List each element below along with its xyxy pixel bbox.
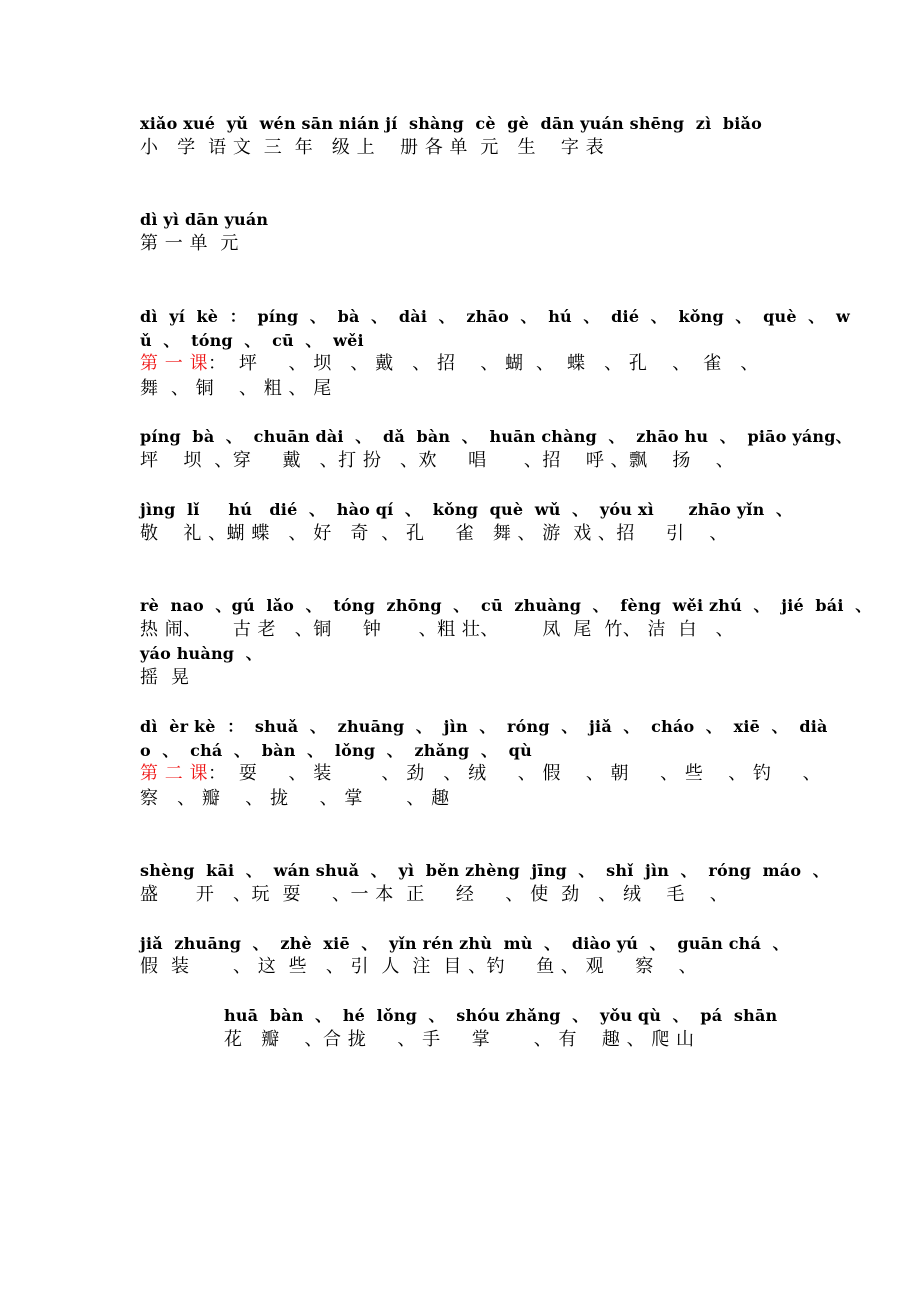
- lesson1-word-row4-pinyin: yáo huàng 、: [140, 644, 262, 663]
- lesson1-chars-line1: [140, 355, 759, 373]
- lesson2-word-row3-pinyin: huā bàn 、 hé lǒng 、 shóu zhǎng 、 yǒu qù 、 pá shān: [224, 1006, 778, 1025]
- lesson2-label: 第 二 课: [140, 763, 208, 784]
- lesson1-word-row3-pinyin: rè nao 、gú lǎo 、 tóng zhōng 、 cū zhuàng 、 fèng wěi zhú 、 jié bái 、: [140, 596, 872, 615]
- lesson1-chars: ： 坪 、 坝 、 戴 、 招 、 蝴 、 蝶 、 孔 、 雀 、: [207, 353, 759, 374]
- lesson2-word-row2-hanzi: 假 装 、 这 些 、 引 人 注 目 、钓 鱼 、 观 察 、: [140, 956, 698, 977]
- lesson2-chars-line1: [140, 765, 821, 783]
- title-pinyin: xiǎo xué yǔ wén sān nián jí shàng cè gè dān yuán shēng zì biǎo: [140, 114, 762, 133]
- lesson2-word-row1-hanzi: 盛 开 、玩 耍 、一 本 正 经 、 使 劲 、 绒 毛 、: [140, 884, 729, 905]
- lesson1-word-row2-pinyin: jìng lǐ hú dié 、 hào qí 、 kǒng què wǔ 、 yóu xì zhāo yǐn 、: [140, 500, 793, 519]
- lesson1-pinyin-line1: dì yí kè ： píng 、 bà 、 dài 、 zhāo 、 hú 、 dié 、 kǒng 、 què 、 w: [140, 307, 851, 326]
- lesson1-word-row3-hanzi: 热 闹、 古 老 、铜 钟 、粗 壮、 凤 尾 竹、 洁 白 、: [140, 619, 735, 640]
- lesson1-word-row1-pinyin: píng bà 、 chuān dài 、 dǎ bàn 、 huān chàng 、 zhāo hu 、 piāo yáng、: [140, 427, 852, 446]
- title-hanzi: 小 学 语 文 三 年 级 上 册 各 单 元 生 字 表: [140, 137, 605, 158]
- lesson2-word-row2-pinyin: jiǎ zhuāng 、 zhè xiē 、 yǐn rén zhù mù 、 diào yú 、 guān chá 、: [140, 934, 789, 953]
- lesson1-word-row4-hanzi: 摇 晃: [140, 667, 190, 688]
- unit-hanzi: 第 一 单 元: [140, 233, 239, 254]
- lesson1-label: 第 一 课: [140, 353, 208, 374]
- lesson2-pinyin-line1: dì èr kè ： shuǎ 、 zhuāng 、 jìn 、 róng 、 jiǎ 、 cháo 、 xiē 、 dià: [140, 717, 828, 736]
- lesson1-word-row2-hanzi: 敬 礼 、蝴 蝶 、 好 奇 、 孔 雀 舞 、 游 戏 、招 引 、: [140, 523, 728, 544]
- lesson2-word-row3-hanzi: 花 瓣 、合 拢 、 手 掌 、 有 趣 、 爬 山: [224, 1029, 695, 1050]
- lesson2-chars-line2: 察 、 瓣 、 拢 、 掌 、 趣: [140, 788, 450, 809]
- lesson1-chars-line2: 舞 、 铜 、 粗 、 尾: [140, 378, 332, 399]
- unit-pinyin: dì yì dān yuán: [140, 210, 269, 229]
- lesson2-pinyin-line2: o 、 chá 、 bàn 、 lǒng 、 zhǎng 、 qù: [140, 741, 532, 760]
- lesson2-word-row1-pinyin: shèng kāi 、 wán shuǎ 、 yì běn zhèng jīng 、 shǐ jìn 、 róng máo 、: [140, 861, 829, 880]
- lesson1-word-row1-hanzi: 坪 坝 、穿 戴 、打 扮 、欢 唱 、招 呼 、飘 扬 、: [140, 450, 735, 471]
- lesson1-pinyin-line2: ǔ 、 tóng 、 cū 、 wěi: [140, 331, 364, 350]
- lesson2-chars: ： 耍 、 装 、 劲 、 绒 、 假 、 朝 、 些 、 钓 、: [207, 763, 822, 784]
